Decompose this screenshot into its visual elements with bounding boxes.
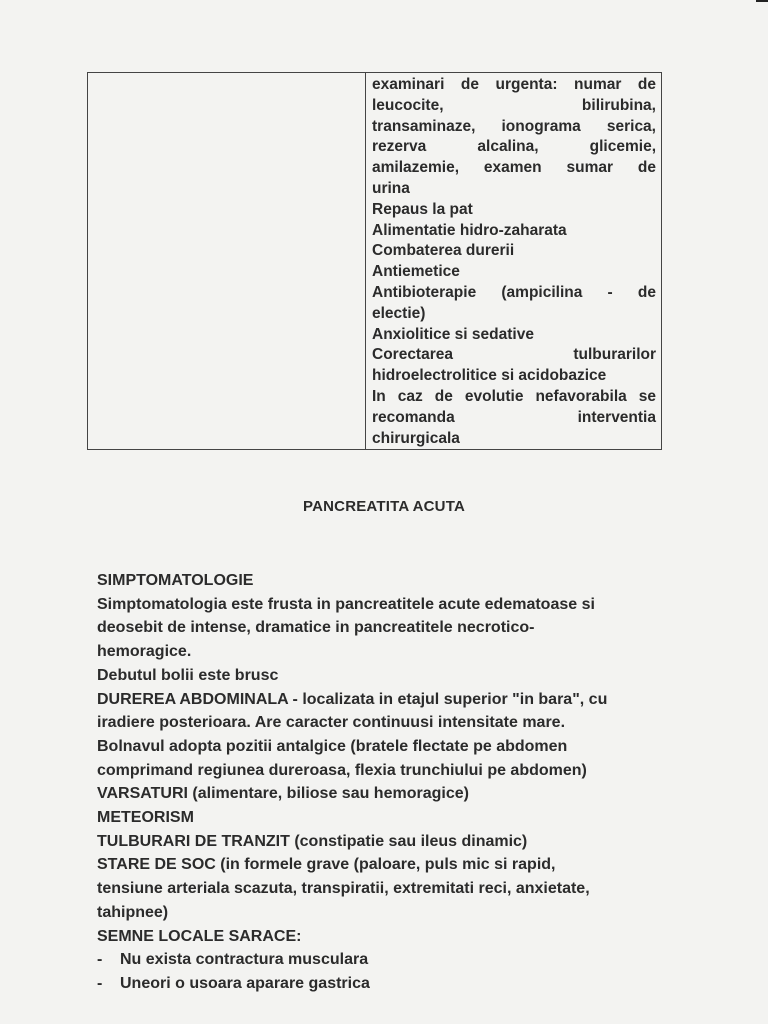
table-cell-line: leucocite, bilirubina, — [372, 96, 656, 114]
table-cell-line: rezerva alcalina, glicemie, — [372, 138, 656, 156]
table-cell-line: chirurgicala — [372, 429, 460, 447]
body-line: VARSATURI (alimentare, biliose sau hemoragice) — [97, 785, 469, 803]
body-line: DUREREA ABDOMINALA - localizata in etajul superior "in bara", cu — [97, 690, 608, 708]
table-cell-line: amilazemie, examen sumar de — [372, 159, 656, 177]
treatment-table — [87, 72, 662, 450]
body-line: tensiune arteriala scazuta, transpiratii, extremitati reci, anxietate, — [97, 880, 590, 898]
list-dash-marker: - — [97, 951, 103, 969]
table-cell-line: recomanda interventia — [372, 408, 656, 426]
table-cell-line: hidroelectrolitice si acidobazice — [372, 367, 607, 385]
body-line: TULBURARI DE TRANZIT (constipatie sau ileus dinamic) — [97, 832, 528, 850]
treatment-cell — [366, 73, 662, 450]
table-cell-line: In caz de evolutie nefavorabila se — [372, 387, 656, 405]
table-cell-line: urina — [372, 179, 410, 197]
symptoms-section — [97, 569, 677, 996]
list-dash-marker: - — [97, 974, 103, 992]
body-line: iradiere posterioara. Are caracter continuusi intensitate mare. — [97, 714, 566, 732]
list-item-text: Nu exista contractura musculara — [120, 951, 369, 969]
body-line: comprimand regiunea dureroasa, flexia trunchiului pe abdomen) — [97, 761, 587, 779]
table-cell-line: Anxiolitice si sedative — [372, 325, 534, 343]
table-row — [88, 73, 662, 450]
body-line: tahipnee) — [97, 903, 169, 921]
body-line: STARE DE SOC (in formele grave (paloare, puls mic si rapid, — [97, 856, 556, 874]
table-cell-line: Antibioterapie (ampicilina - de — [372, 283, 656, 301]
list-item — [97, 972, 677, 996]
table-cell-line: Repaus la pat — [372, 200, 473, 218]
table-cell-line: Alimentatie hidro-zaharata — [372, 221, 567, 239]
table-cell-line: Antiemetice — [372, 263, 460, 281]
body-line: deosebit de intense, dramatice in pancreatitele necrotico- — [97, 619, 535, 637]
list-item-text: Uneori o usoara aparare gastrica — [120, 974, 370, 992]
body-line: hemoragice. — [97, 643, 192, 661]
table-cell-line: examinari de urgenta: numar de — [372, 76, 656, 93]
table-cell-line: transaminaze, ionograma serica, — [372, 117, 656, 135]
body-line: Bolnavul adopta pozitii antalgice (bratele flectate pe abdomen — [97, 737, 568, 755]
body-line: METEORISM — [97, 809, 194, 827]
document-title: PANCREATITA ACUTA — [303, 498, 465, 515]
section-heading: SIMPTOMATOLOGIE — [97, 572, 254, 589]
table-cell-line: electie) — [372, 304, 426, 322]
empty-left-cell — [88, 73, 366, 450]
body-line: Debutul bolii este brusc — [97, 666, 279, 684]
list-item — [97, 948, 677, 972]
body-line: Simptomatologia este frusta in pancreatitele acute edematoase si — [97, 595, 595, 613]
body-line: SEMNE LOCALE SARACE: — [97, 927, 302, 945]
table-cell-line: Corectarea tulburarilor — [372, 346, 656, 364]
page-edge-mark — [756, 0, 768, 12]
table-cell-line: Combaterea durerii — [372, 242, 515, 260]
